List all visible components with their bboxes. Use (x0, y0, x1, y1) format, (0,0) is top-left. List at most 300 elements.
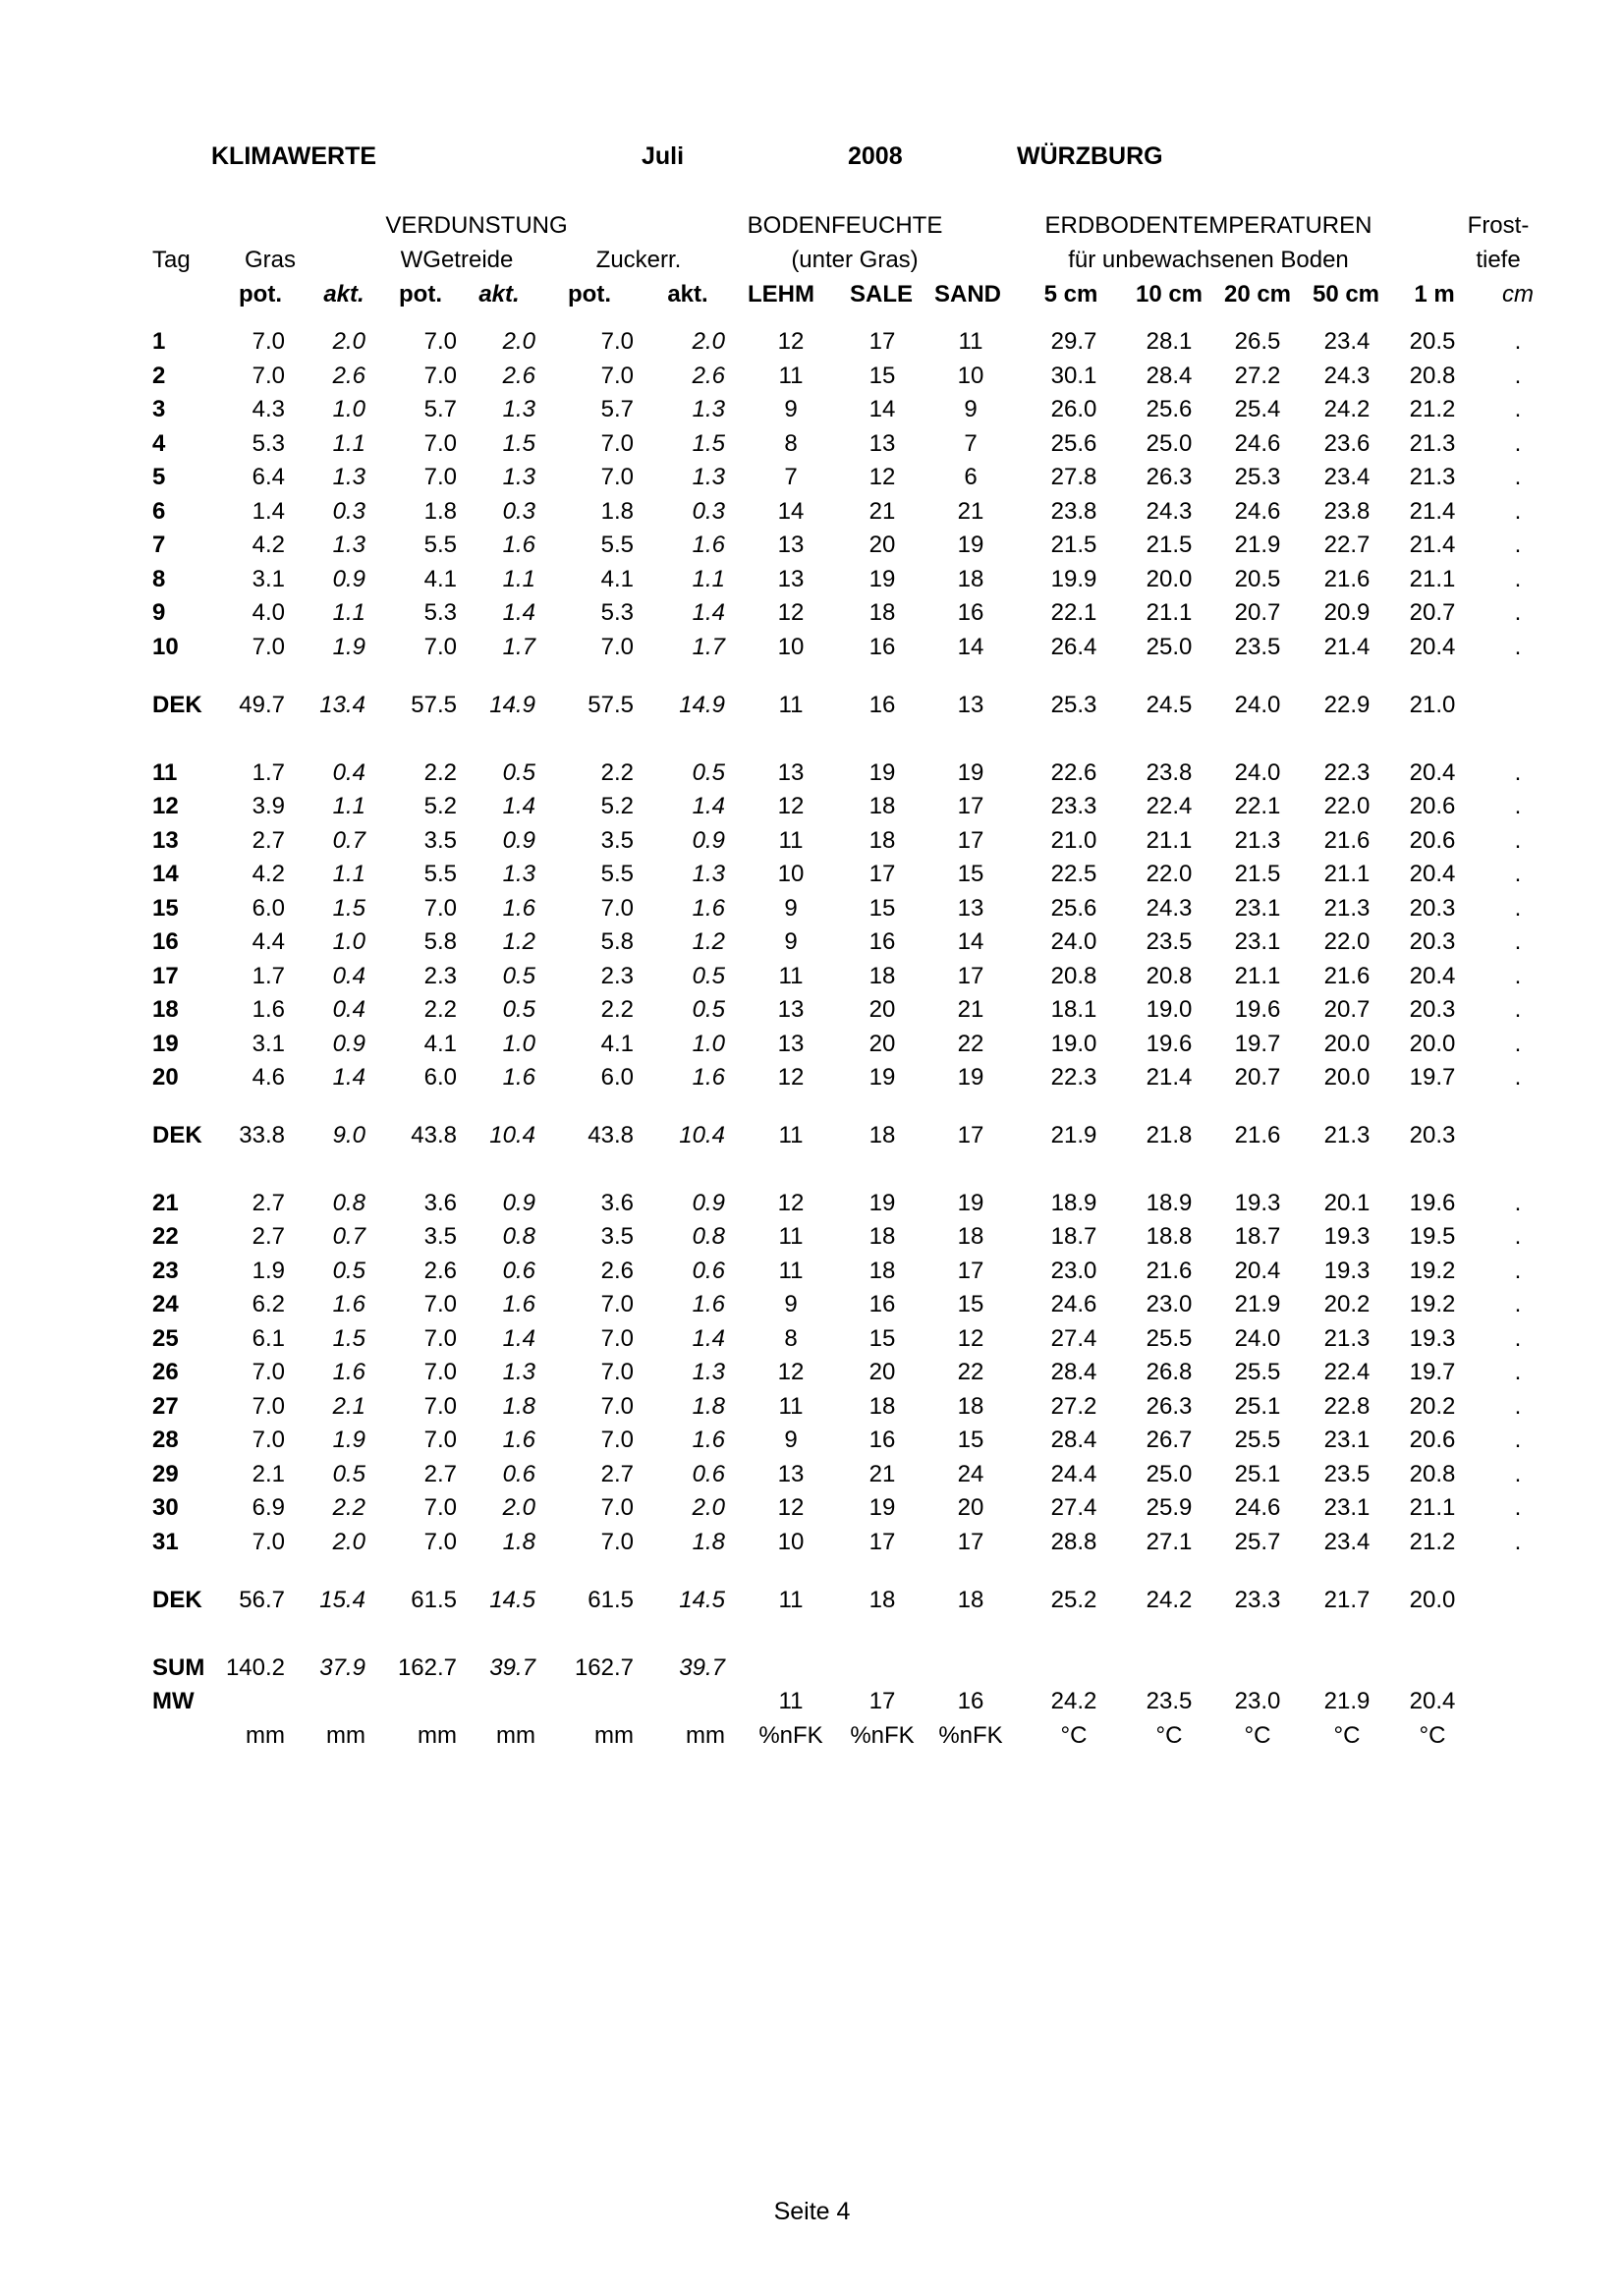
table-cell: 13 (957, 692, 984, 718)
page-footer: Seite 4 (773, 2198, 851, 2225)
table-cell: 7.0 (252, 363, 285, 389)
table-cell: 5.2 (423, 793, 457, 819)
table-cell: 17 (868, 861, 896, 887)
table-cell: 19.7 (1409, 1064, 1456, 1091)
table-cell: 7 (964, 430, 978, 457)
table-cell: 0.9 (332, 566, 365, 592)
table-cell: 19.6 (1146, 1031, 1193, 1057)
table-cell: 0.6 (502, 1461, 535, 1487)
table-cell: 1.6 (502, 1291, 535, 1317)
header-bodenfeuchte: BODENFEUCHTE (747, 212, 943, 239)
table-cell: 21.3 (1409, 464, 1456, 490)
table-cell: 26.3 (1146, 464, 1193, 490)
table-cell: 23.6 (1323, 430, 1371, 457)
table-cell: 7.0 (252, 1393, 285, 1420)
table-cell: 0.5 (692, 759, 725, 786)
table-cell: 20.1 (1323, 1190, 1371, 1216)
table-cell: 19.9 (1050, 566, 1097, 592)
table-cell: 16 (868, 1291, 896, 1317)
table-cell: 20.0 (1323, 1031, 1371, 1057)
table-cell: 18 (957, 1223, 984, 1250)
table-cell: 22.4 (1146, 793, 1193, 819)
table-cell: 22.5 (1050, 861, 1097, 887)
header-gras: Gras (244, 247, 296, 273)
table-cell: 13 (777, 1461, 805, 1487)
table-cell: 16 (868, 1427, 896, 1453)
table-cell: . (1514, 430, 1522, 457)
table-cell: 0.7 (332, 1223, 365, 1250)
table-cell: 1.7 (692, 634, 725, 660)
table-cell: 3.5 (423, 827, 457, 854)
table-cell: 1.4 (332, 1064, 365, 1091)
header-unter-gras: (unter Gras) (791, 247, 919, 273)
table-cell: 20.4 (1234, 1258, 1281, 1284)
table-cell: 11 (778, 1258, 804, 1284)
table-cell: 3.9 (252, 793, 285, 819)
table-cell: 1.6 (692, 1427, 725, 1453)
table-cell: 25.4 (1234, 396, 1281, 422)
table-cell: 21.9 (1050, 1122, 1097, 1148)
table-cell: 23.8 (1146, 759, 1193, 786)
table-cell: 20.4 (1409, 634, 1456, 660)
table-cell: 17 (957, 1529, 984, 1555)
table-cell: 1.9 (332, 634, 365, 660)
table-cell: 2.7 (252, 1223, 285, 1250)
table-cell: 0.9 (502, 1190, 535, 1216)
table-cell: 7.0 (423, 1529, 457, 1555)
table-cell: 18 (868, 793, 896, 819)
table-cell: 5.7 (600, 396, 634, 422)
table-cell: 1.2 (692, 928, 725, 955)
table-cell: 18.9 (1146, 1190, 1193, 1216)
table-cell: 1.7 (252, 759, 285, 786)
table-cell: 22 (957, 1031, 984, 1057)
row-label: 11 (152, 759, 178, 786)
table-cell: 21.2 (1409, 396, 1456, 422)
table-cell: 0.6 (502, 1258, 535, 1284)
table-cell: 20.8 (1146, 963, 1193, 989)
column-subheader: 20 cm (1223, 281, 1292, 308)
table-cell: 0.5 (692, 996, 725, 1023)
table-cell: . (1514, 1529, 1522, 1555)
table-cell: %nFK (758, 1722, 823, 1749)
table-cell: 1.3 (692, 464, 725, 490)
table-cell: 15 (868, 363, 896, 389)
table-cell: 1.6 (502, 1064, 535, 1091)
table-cell: 18 (957, 1393, 984, 1420)
table-cell: 7.0 (252, 634, 285, 660)
row-label: 16 (152, 928, 179, 955)
table-cell: 2.2 (423, 759, 457, 786)
table-cell: 1.6 (692, 1064, 725, 1091)
row-label: 19 (152, 1031, 179, 1057)
table-cell: 26.0 (1050, 396, 1097, 422)
table-cell: 6 (964, 464, 978, 490)
table-cell: 7.0 (600, 328, 634, 355)
row-label: 9 (152, 599, 166, 626)
table-cell: 0.5 (502, 759, 535, 786)
table-cell: . (1514, 861, 1522, 887)
table-cell: 21.5 (1146, 532, 1193, 558)
table-cell: 8 (784, 1325, 798, 1352)
table-cell: 7.0 (423, 895, 457, 922)
table-cell: 39.7 (489, 1654, 535, 1681)
table-cell: . (1514, 1064, 1522, 1091)
table-cell: 27.1 (1146, 1529, 1193, 1555)
table-cell: 1.6 (692, 1291, 725, 1317)
table-cell: 14.5 (489, 1587, 535, 1613)
table-cell: 20.0 (1409, 1031, 1456, 1057)
table-cell: 11 (958, 328, 983, 355)
table-cell: 5.2 (600, 793, 634, 819)
table-cell: 21.3 (1409, 430, 1456, 457)
table-cell: 20.0 (1323, 1064, 1371, 1091)
row-label: 14 (152, 861, 179, 887)
table-cell: 21.4 (1409, 532, 1456, 558)
table-cell: 1.6 (692, 895, 725, 922)
table-cell: 17 (957, 793, 984, 819)
table-cell: 23.0 (1050, 1258, 1097, 1284)
table-cell: 14.9 (679, 692, 725, 718)
table-cell: 7.0 (423, 1325, 457, 1352)
table-cell: 21.1 (1146, 599, 1193, 626)
table-cell: 19.6 (1234, 996, 1281, 1023)
table-cell: 18 (868, 1587, 896, 1613)
table-cell: 13 (777, 996, 805, 1023)
table-cell: 5.3 (252, 430, 285, 457)
table-cell: 2.0 (332, 1529, 365, 1555)
table-cell: 25.5 (1146, 1325, 1193, 1352)
table-cell: . (1514, 1393, 1522, 1420)
table-cell: 7.0 (600, 430, 634, 457)
table-cell: 2.2 (600, 996, 634, 1023)
table-cell: 4.4 (252, 928, 285, 955)
table-cell: 26.7 (1146, 1427, 1193, 1453)
table-cell: 2.3 (423, 963, 457, 989)
header-erdboden: ERDBODENTEMPERATUREN (1044, 212, 1372, 239)
table-cell: 19.0 (1050, 1031, 1097, 1057)
table-cell: 21 (957, 996, 984, 1023)
table-cell: 27.8 (1050, 464, 1097, 490)
table-cell: 0.6 (692, 1258, 725, 1284)
table-cell: 4.1 (423, 566, 457, 592)
table-cell: 13 (777, 532, 805, 558)
table-cell: 7.0 (252, 328, 285, 355)
column-subheader: akt. (323, 281, 364, 308)
table-cell: 3.6 (600, 1190, 634, 1216)
table-cell: 7.0 (423, 363, 457, 389)
table-cell: 1.2 (502, 928, 535, 955)
table-cell: 27.4 (1050, 1494, 1097, 1521)
column-subheader: akt. (478, 281, 520, 308)
table-cell: 24 (957, 1461, 984, 1487)
table-cell: 2.1 (332, 1393, 365, 1420)
table-cell: 7.0 (600, 1427, 634, 1453)
table-cell: 1.8 (502, 1529, 535, 1555)
table-cell: 20.4 (1409, 1688, 1456, 1714)
table-cell: 10 (777, 861, 805, 887)
table-cell: 24.2 (1146, 1587, 1193, 1613)
table-cell: 28.1 (1146, 328, 1193, 355)
table-cell: 3.5 (600, 1223, 634, 1250)
table-cell: 18.7 (1234, 1223, 1281, 1250)
table-cell: %nFK (938, 1722, 1003, 1749)
table-cell: 9 (784, 396, 798, 422)
table-cell: 28.4 (1050, 1359, 1097, 1385)
table-cell: 1.9 (252, 1258, 285, 1284)
table-cell: 1.4 (502, 1325, 535, 1352)
table-cell: °C (1155, 1722, 1183, 1749)
table-cell: 10 (777, 634, 805, 660)
table-cell: 24.0 (1050, 928, 1097, 955)
table-cell: 162.7 (574, 1654, 634, 1681)
table-cell: 20.2 (1409, 1393, 1456, 1420)
table-cell: 23.8 (1323, 498, 1371, 525)
table-cell: 22.3 (1323, 759, 1371, 786)
table-cell: 9 (784, 895, 798, 922)
table-cell: 18 (957, 1587, 984, 1613)
table-cell: 21.1 (1146, 827, 1193, 854)
table-cell: 0.9 (692, 1190, 725, 1216)
table-cell: 5.5 (423, 861, 457, 887)
table-cell: 2.2 (600, 759, 634, 786)
table-cell: 7.0 (600, 1291, 634, 1317)
table-cell: 1.6 (332, 1359, 365, 1385)
table-cell: 7.0 (423, 1291, 457, 1317)
table-cell: mm (496, 1722, 535, 1749)
table-cell: 19 (957, 532, 984, 558)
table-cell: 4.6 (252, 1064, 285, 1091)
table-cell: 3.5 (423, 1223, 457, 1250)
table-cell: 26.8 (1146, 1359, 1193, 1385)
table-cell: 14 (868, 396, 896, 422)
table-cell: 7.0 (600, 363, 634, 389)
table-cell: 7.0 (252, 1529, 285, 1555)
table-cell: 22.0 (1323, 793, 1371, 819)
row-label: 2 (152, 363, 166, 389)
table-cell: 6.1 (252, 1325, 285, 1352)
table-cell: 18.8 (1146, 1223, 1193, 1250)
table-cell: 7.0 (600, 1494, 634, 1521)
row-label: 10 (152, 634, 179, 660)
table-cell: 20.0 (1409, 1587, 1456, 1613)
row-label: DEK (152, 1587, 202, 1613)
table-cell: 2.7 (252, 827, 285, 854)
header-unbewachsen: für unbewachsenen Boden (1068, 247, 1349, 273)
table-cell: 17 (868, 1688, 896, 1714)
table-cell: 1.4 (502, 599, 535, 626)
table-cell: . (1514, 1359, 1522, 1385)
table-cell: 20.7 (1234, 1064, 1281, 1091)
table-cell: 23.3 (1050, 793, 1097, 819)
table-cell: 23.5 (1234, 634, 1281, 660)
table-cell: 7.0 (423, 1359, 457, 1385)
table-cell: 15 (868, 1325, 896, 1352)
table-cell: 1.4 (692, 793, 725, 819)
header-tiefe: tiefe (1476, 247, 1521, 273)
table-cell: 1.3 (692, 396, 725, 422)
table-cell: 23.5 (1146, 928, 1193, 955)
table-cell: 21.3 (1323, 1122, 1371, 1148)
table-cell: mm (246, 1722, 285, 1749)
row-label: 5 (152, 464, 166, 490)
table-cell: 11 (778, 1223, 804, 1250)
table-cell: 24.6 (1234, 430, 1281, 457)
row-label: DEK (152, 1122, 202, 1148)
table-cell: 23.4 (1323, 1529, 1371, 1555)
table-cell: 19.5 (1409, 1223, 1456, 1250)
table-cell: 2.6 (423, 1258, 457, 1284)
table-cell: 9 (784, 1427, 798, 1453)
table-cell: 57.5 (588, 692, 634, 718)
column-subheader: pot. (399, 281, 442, 308)
row-label: 3 (152, 396, 166, 422)
table-cell: 28.8 (1050, 1529, 1097, 1555)
table-cell: 21.3 (1323, 895, 1371, 922)
table-cell: 23.8 (1050, 498, 1097, 525)
table-cell: 25.5 (1234, 1427, 1281, 1453)
table-cell: 24.3 (1323, 363, 1371, 389)
table-cell: 14 (957, 634, 984, 660)
table-cell: . (1514, 566, 1522, 592)
table-cell: 1.6 (502, 532, 535, 558)
table-cell: 1.6 (332, 1291, 365, 1317)
table-cell: 12 (957, 1325, 984, 1352)
table-cell: 9 (784, 1291, 798, 1317)
table-cell: 20.7 (1409, 599, 1456, 626)
table-cell: 4.2 (252, 532, 285, 558)
table-cell: 29.7 (1050, 328, 1097, 355)
table-cell: 17 (957, 1122, 984, 1148)
table-cell: 2.7 (252, 1190, 285, 1216)
table-cell: 27.4 (1050, 1325, 1097, 1352)
row-label: 21 (152, 1190, 179, 1216)
table-cell: 23.4 (1323, 328, 1371, 355)
table-cell: 26.4 (1050, 634, 1097, 660)
table-cell: mm (686, 1722, 725, 1749)
table-cell: 21.6 (1323, 963, 1371, 989)
table-cell: 5.8 (600, 928, 634, 955)
table-cell: 1.1 (332, 861, 365, 887)
table-cell: 21.9 (1323, 1688, 1371, 1714)
table-cell: 21.9 (1234, 532, 1281, 558)
table-cell: 2.0 (502, 328, 535, 355)
table-cell: 20.5 (1234, 566, 1281, 592)
table-cell: 18 (868, 1122, 896, 1148)
table-cell: 27.2 (1050, 1393, 1097, 1420)
table-cell: 61.5 (411, 1587, 457, 1613)
table-cell: 20.8 (1050, 963, 1097, 989)
table-cell: 5.3 (600, 599, 634, 626)
table-cell: 14 (777, 498, 805, 525)
table-cell: 0.5 (502, 963, 535, 989)
table-cell: 4.0 (252, 599, 285, 626)
table-cell: 5.5 (600, 861, 634, 887)
table-cell: 0.3 (502, 498, 535, 525)
table-cell: 19.7 (1409, 1359, 1456, 1385)
row-label: 22 (152, 1223, 179, 1250)
table-cell: 21 (868, 498, 896, 525)
table-cell: 24.6 (1234, 1494, 1281, 1521)
table-cell: 19.0 (1146, 996, 1193, 1023)
table-cell: 20 (957, 1494, 984, 1521)
table-cell: 20.6 (1409, 827, 1456, 854)
table-cell: 25.6 (1050, 895, 1097, 922)
table-cell: 1.7 (502, 634, 535, 660)
table-cell: 1.8 (423, 498, 457, 525)
table-cell: 20.3 (1409, 928, 1456, 955)
row-label: 31 (152, 1529, 179, 1555)
table-cell: . (1514, 963, 1522, 989)
table-cell: 11 (778, 692, 804, 718)
table-cell: 23.5 (1146, 1688, 1193, 1714)
table-cell: . (1514, 396, 1522, 422)
table-cell: 2.6 (692, 363, 725, 389)
table-cell: 2.0 (332, 328, 365, 355)
table-cell: 18.1 (1050, 996, 1097, 1023)
table-cell: 6.9 (252, 1494, 285, 1521)
table-cell: . (1514, 928, 1522, 955)
table-cell: 13 (957, 895, 984, 922)
table-cell: 0.5 (502, 996, 535, 1023)
table-cell: 21.6 (1323, 827, 1371, 854)
table-cell: 6.0 (600, 1064, 634, 1091)
table-cell: 3.5 (600, 827, 634, 854)
table-cell: 17 (868, 328, 896, 355)
table-cell: 37.9 (319, 1654, 365, 1681)
table-cell: 22.8 (1323, 1393, 1371, 1420)
row-label: 15 (152, 895, 179, 922)
table-cell: 6.4 (252, 464, 285, 490)
table-cell: 25.7 (1234, 1529, 1281, 1555)
table-cell: 24.0 (1234, 1325, 1281, 1352)
table-cell: 21.4 (1409, 498, 1456, 525)
table-cell: 0.9 (332, 1031, 365, 1057)
table-cell: 8 (784, 430, 798, 457)
table-cell: 21.3 (1323, 1325, 1371, 1352)
table-cell: 0.7 (332, 827, 365, 854)
table-cell: 1.8 (600, 498, 634, 525)
table-cell: 0.5 (692, 963, 725, 989)
table-cell: 1.6 (252, 996, 285, 1023)
table-cell: 0.9 (692, 827, 725, 854)
table-cell: 26.5 (1234, 328, 1281, 355)
table-cell: 18 (868, 599, 896, 626)
table-cell: 18 (868, 1223, 896, 1250)
table-cell: 21.7 (1323, 1587, 1371, 1613)
table-cell: 14 (957, 928, 984, 955)
table-cell: 5.8 (423, 928, 457, 955)
table-cell: 4.2 (252, 861, 285, 887)
table-cell: 18 (868, 1258, 896, 1284)
table-cell: 9 (784, 928, 798, 955)
table-cell: 1.5 (332, 1325, 365, 1352)
table-cell: 21.3 (1234, 827, 1281, 854)
table-cell: 22.1 (1234, 793, 1281, 819)
table-cell: 1.8 (502, 1393, 535, 1420)
table-cell: 12 (777, 1064, 805, 1091)
header-zuckerr: Zuckerr. (595, 247, 682, 273)
table-cell: 33.8 (239, 1122, 285, 1148)
table-cell: 20.4 (1409, 963, 1456, 989)
table-cell: 21.6 (1234, 1122, 1281, 1148)
table-cell: 140.2 (225, 1654, 285, 1681)
table-cell: 0.9 (502, 827, 535, 854)
column-subheader: SALE (849, 281, 913, 308)
row-label: 7 (152, 532, 166, 558)
table-cell: 7.0 (600, 634, 634, 660)
table-cell: . (1514, 464, 1522, 490)
